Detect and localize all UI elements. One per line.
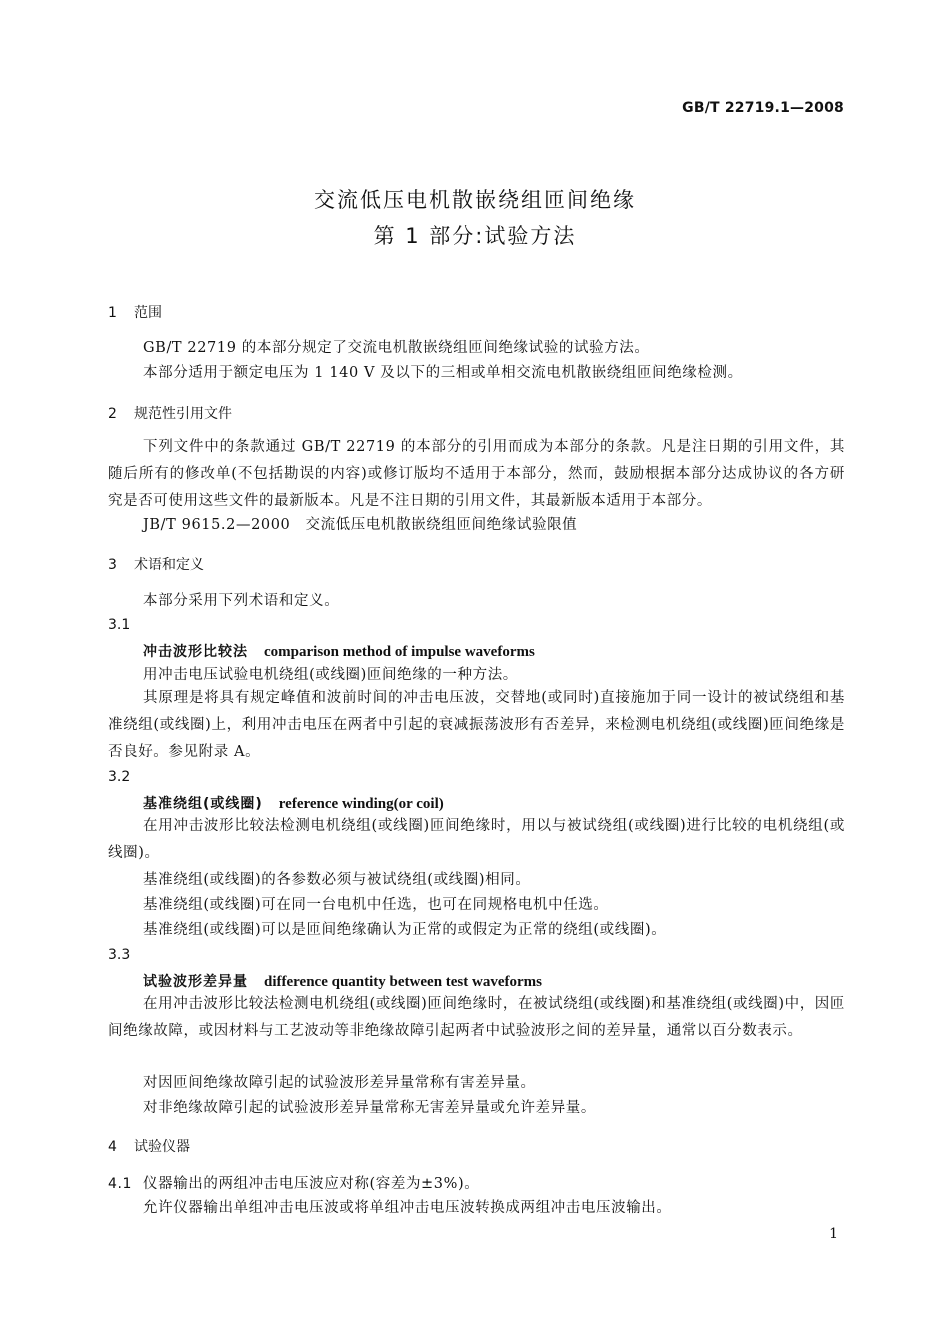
term-en: difference quantity between test waveforms: [264, 974, 542, 990]
paragraph: 基准绕组(或线圈)可在同一台电机中任选，也可在同规格电机中任选。: [143, 897, 609, 913]
section-2-heading: [108, 403, 232, 423]
paragraph: 允许仪器输出单组冲击电压波或将单组冲击电压波转换成两组冲击电压波输出。: [143, 1200, 672, 1216]
section-title: 规范性引用文件: [134, 406, 232, 422]
normative-reference: JB/T 9615.2—2000 交流低压电机散嵌绕组匝间绝缘试验限值: [143, 517, 578, 533]
paragraph: 用冲击电压试验电机绕组(或线圈)匝间绝缘的一种方法。: [143, 667, 518, 683]
paragraph: 本部分适用于额定电压为 1 140 V 及以下的三相或单相交流电机散嵌绕组匝间绝缘检测。: [143, 365, 743, 381]
section-4-heading: [108, 1136, 190, 1156]
term-en: reference winding(or coil): [278, 796, 444, 812]
term-zh: 试验波形差异量: [143, 974, 248, 990]
section-3-heading: [108, 554, 204, 574]
term-entry: [143, 793, 444, 813]
document-title: 交流低压电机散嵌绕组匝间绝缘: [314, 188, 636, 212]
paragraph: 本部分采用下列术语和定义。: [143, 593, 340, 609]
section-number: 2: [108, 406, 117, 422]
term-zh: 基准绕组(或线圈): [143, 796, 263, 812]
paragraph: 在用冲击波形比较法检测电机绕组(或线圈)匝间绝缘时，用以与被试绕组(或线圈)进行比较的电机绕组(或线圈)。: [108, 818, 845, 861]
term-en: comparison method of impulse waveforms: [264, 644, 535, 660]
clause-number: 4.1: [108, 1176, 133, 1192]
term-entry: [143, 971, 542, 991]
paragraph: 基准绕组(或线圈)的各参数必须与被试绕组(或线圈)相同。: [143, 872, 531, 888]
clause-number: 3.1: [108, 617, 131, 633]
term-entry: [143, 641, 535, 661]
paragraph: 对因匝间绝缘故障引起的试验波形差异量常称有害差异量。: [143, 1075, 536, 1091]
section-number: 1: [108, 305, 117, 321]
page-number: 1: [829, 1226, 838, 1242]
section-title: 范围: [134, 305, 162, 321]
paragraph: 对非绝缘故障引起的试验波形差异量常称无害差异量或允许差异量。: [143, 1100, 596, 1116]
clause-text: 仪器输出的两组冲击电压波应对称(容差为±3%)。: [143, 1176, 480, 1192]
section-title: 术语和定义: [134, 557, 204, 573]
paragraph: GB/T 22719 的本部分规定了交流电机散嵌绕组匝间绝缘试验的试验方法。: [143, 340, 650, 356]
clause-number: 3.2: [108, 769, 131, 785]
section-1-heading: [108, 302, 162, 322]
paragraph: 其原理是将具有规定峰值和波前时间的冲击电压波，交替地(或同时)直接施加于同一设计的被试绕组和基准绕组(或线圈)上，利用冲击电压在两者中引起的衰减振荡波形有否差异，来检测电机绕组(或线圈)匝间绝缘是否良好。参见附录 A。: [108, 690, 845, 760]
clause-4-1: [108, 1172, 479, 1193]
clause-number: 3.3: [108, 947, 131, 963]
term-zh: 冲击波形比较法: [143, 644, 248, 660]
section-number: 4: [108, 1139, 117, 1155]
standard-number: GB/T 22719.1—2008: [682, 100, 844, 116]
section-title: 试验仪器: [134, 1139, 190, 1155]
document-subtitle: 第 1 部分:试验方法: [373, 224, 577, 248]
paragraph: 基准绕组(或线圈)可以是匝间绝缘确认为正常的或假定为正常的绕组(或线圈)。: [143, 922, 667, 938]
section-number: 3: [108, 557, 117, 573]
paragraph: 下列文件中的条款通过 GB/T 22719 的本部分的引用而成为本部分的条款。凡是注日期的引用文件，其随后所有的修改单(不包括勘误的内容)或修订版均不适用于本部分，然而，鼓励根据本部分达成协议的各方研究是否可使用这些文件的最新版本。凡是不注日期的引用文件，其最新版本适用于本部分。: [108, 439, 845, 509]
paragraph: 在用冲击波形比较法检测电机绕组(或线圈)匝间绝缘时，在被试绕组(或线圈)和基准绕组(或线圈)中，因匝间绝缘故障，或因材料与工艺波动等非绝缘故障引起两者中试验波形之间的差异量，通常以百分数表示。: [108, 996, 845, 1039]
